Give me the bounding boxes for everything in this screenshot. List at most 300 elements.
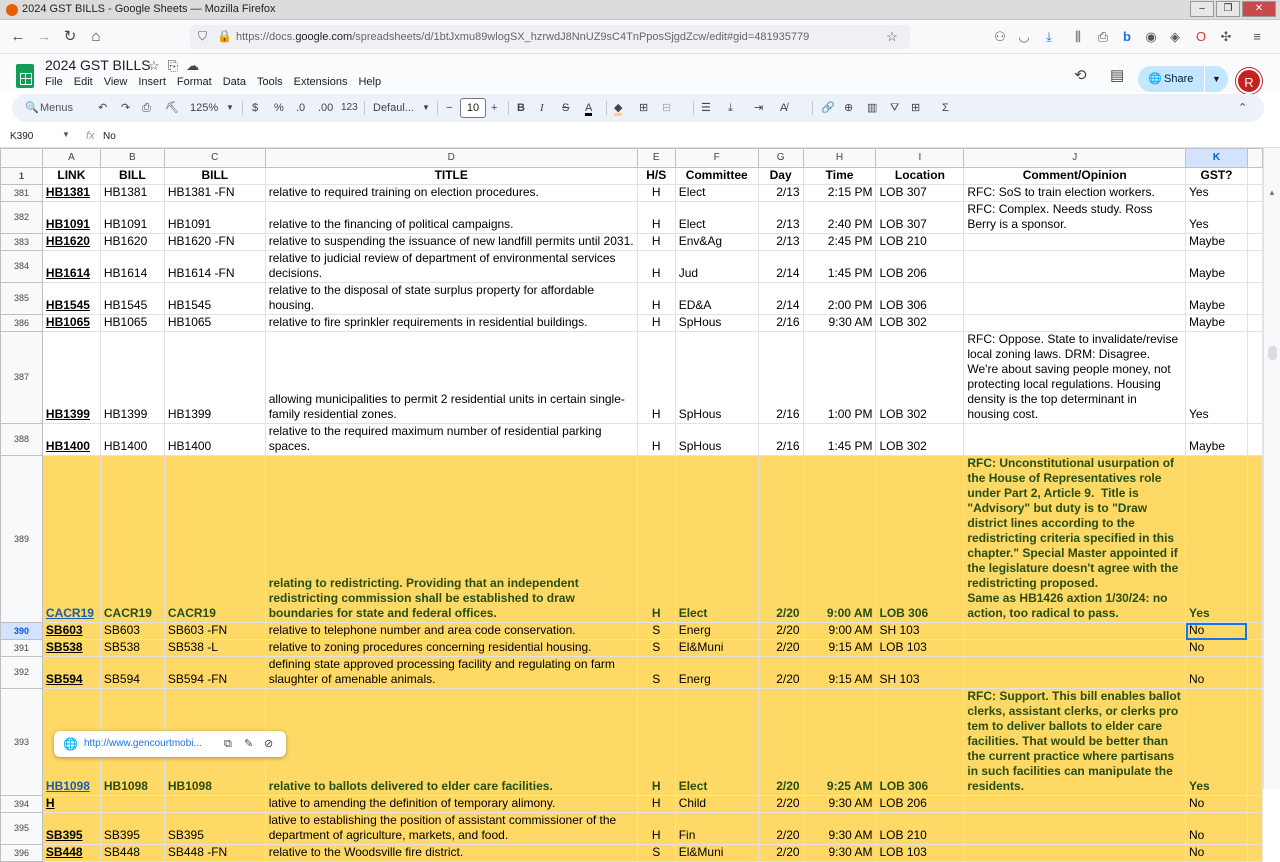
font-caret-icon[interactable]: ▼ bbox=[422, 103, 430, 112]
gst-cell[interactable]: Maybe bbox=[1186, 315, 1248, 332]
gst-cell[interactable]: Yes bbox=[1186, 185, 1248, 202]
gst-cell[interactable]: Yes bbox=[1186, 332, 1248, 424]
title-cell[interactable]: relative to fire sprinkler requirements in residential buildings. bbox=[265, 315, 637, 332]
increase-decimal-button[interactable]: .00 bbox=[318, 102, 334, 114]
insert-comment-icon[interactable]: ⊕ bbox=[844, 102, 854, 114]
decrease-font-size-icon[interactable]: − bbox=[446, 102, 453, 114]
link-cell[interactable]: SB538 bbox=[42, 640, 100, 657]
day-cell[interactable]: 2/14 bbox=[758, 283, 803, 315]
location-cell[interactable]: LOB 103 bbox=[876, 845, 964, 862]
row-number[interactable]: 386 bbox=[1, 315, 43, 332]
time-cell[interactable]: 9:30 AM bbox=[803, 845, 876, 862]
row-number[interactable]: 1 bbox=[1, 168, 43, 185]
comment-cell[interactable] bbox=[964, 234, 1186, 251]
history-icon[interactable]: ⟲ bbox=[1074, 67, 1087, 84]
hs-cell[interactable]: H bbox=[637, 283, 675, 315]
time-cell[interactable]: 1:45 PM bbox=[803, 251, 876, 283]
header-cell[interactable]: LINK bbox=[42, 168, 100, 185]
comment-cell[interactable]: RFC: SoS to train election workers. bbox=[964, 185, 1186, 202]
bill-cell[interactable]: CACR19 bbox=[100, 456, 164, 623]
insert-link-icon[interactable]: 🔗 bbox=[821, 102, 835, 114]
font-size-input[interactable]: 10 bbox=[460, 98, 486, 118]
column-header[interactable]: I bbox=[876, 149, 964, 168]
currency-format-button[interactable]: $ bbox=[252, 102, 259, 114]
committee-cell[interactable]: Elect bbox=[675, 185, 758, 202]
time-cell[interactable]: 2:15 PM bbox=[803, 185, 876, 202]
undo-icon[interactable]: ↶ bbox=[98, 102, 108, 114]
header-cell[interactable]: Time bbox=[803, 168, 876, 185]
opera-icon[interactable]: O bbox=[1195, 29, 1207, 44]
menu-view[interactable]: View bbox=[103, 76, 128, 88]
committee-cell[interactable]: Energ bbox=[675, 623, 758, 640]
row-number[interactable]: 391 bbox=[1, 640, 43, 657]
paint-format-icon[interactable]: ⛏ bbox=[165, 102, 179, 114]
doc-title[interactable]: 2024 GST BILLS bbox=[45, 57, 151, 73]
hs-cell[interactable]: H bbox=[637, 332, 675, 424]
gst-cell[interactable]: Yes bbox=[1186, 202, 1248, 234]
row-number[interactable]: 394 bbox=[1, 796, 43, 813]
column-header[interactable]: H bbox=[803, 149, 876, 168]
comment-cell[interactable] bbox=[964, 623, 1186, 640]
location-cell[interactable]: LOB 306 bbox=[876, 283, 964, 315]
home-icon[interactable]: ⌂ bbox=[91, 28, 101, 45]
day-cell[interactable]: 2/13 bbox=[758, 234, 803, 251]
bill-cell[interactable]: HB1545 bbox=[100, 283, 164, 315]
link-cell[interactable]: SB594 bbox=[42, 657, 100, 689]
day-cell[interactable]: 2/16 bbox=[758, 315, 803, 332]
row-number[interactable]: 384 bbox=[1, 251, 43, 283]
committee-cell[interactable]: El&Muni bbox=[675, 845, 758, 862]
time-cell[interactable]: 9:30 AM bbox=[803, 315, 876, 332]
time-cell[interactable]: 2:40 PM bbox=[803, 202, 876, 234]
time-cell[interactable]: 1:45 PM bbox=[803, 424, 876, 456]
text-color-icon[interactable]: A bbox=[585, 102, 593, 114]
time-cell[interactable]: 2:45 PM bbox=[803, 234, 876, 251]
row-number[interactable]: 388 bbox=[1, 424, 43, 456]
time-cell[interactable]: 9:30 AM bbox=[803, 813, 876, 845]
location-cell[interactable]: LOB 306 bbox=[876, 456, 964, 623]
row-number[interactable]: 383 bbox=[1, 234, 43, 251]
bill-fn-cell[interactable]: HB1399 bbox=[164, 332, 265, 424]
committee-cell[interactable]: Energ bbox=[675, 657, 758, 689]
merge-cells-icon[interactable]: ⊟ bbox=[662, 102, 672, 114]
bill-cell[interactable]: HB1614 bbox=[100, 251, 164, 283]
filter-views-icon[interactable]: ⊞ bbox=[911, 102, 921, 114]
hs-cell[interactable]: S bbox=[637, 657, 675, 689]
location-cell[interactable]: LOB 307 bbox=[876, 185, 964, 202]
fill-color-icon[interactable]: ◆ bbox=[614, 102, 623, 114]
title-cell[interactable]: relating to redistricting. Providing that an independent redistricting commission shall be established to draw boundaries for state and federal offices. bbox=[265, 456, 637, 623]
bill-cell[interactable]: HB1620 bbox=[100, 234, 164, 251]
bill-fn-cell[interactable]: HB1098 bbox=[164, 689, 265, 796]
row-number[interactable]: 389 bbox=[1, 456, 43, 623]
location-cell[interactable]: SH 103 bbox=[876, 657, 964, 689]
menu-edit[interactable]: Edit bbox=[73, 76, 93, 88]
comment-cell[interactable] bbox=[964, 283, 1186, 315]
menu-insert[interactable]: Insert bbox=[138, 76, 166, 88]
title-cell[interactable]: relative to the Woodsville fire district. bbox=[265, 845, 637, 862]
bill-fn-cell[interactable]: CACR19 bbox=[164, 456, 265, 623]
header-cell[interactable]: BILL bbox=[100, 168, 164, 185]
forward-icon[interactable]: → bbox=[36, 28, 52, 45]
share-button[interactable] bbox=[1138, 66, 1228, 92]
day-cell[interactable]: 2/20 bbox=[758, 657, 803, 689]
bill-fn-cell[interactable]: HB1614 -FN bbox=[164, 251, 265, 283]
scroll-up-icon[interactable]: ▲ bbox=[1268, 188, 1276, 197]
comment-cell[interactable]: RFC: Unconstitutional usurpation of the House of Representatives role under Part 2, Article 9. Title is "Advisory" but duty is to "Draw district lines according to the redistricting criteria specified in this chapter." Special Master appointed if the legislature doesn't agree with the redistricting proposed. Same as HB1426 axtion 1/30/24: no action, too radical to pass. bbox=[964, 456, 1186, 623]
gst-cell[interactable]: No bbox=[1186, 623, 1248, 640]
title-cell[interactable]: relative to zoning procedures concerning residential housing. bbox=[265, 640, 637, 657]
hs-cell[interactable]: H bbox=[637, 813, 675, 845]
link-cell[interactable]: SB603 bbox=[42, 623, 100, 640]
committee-cell[interactable]: Jud bbox=[675, 251, 758, 283]
link-cell[interactable]: HB1381 bbox=[42, 185, 100, 202]
row-number[interactable]: 385 bbox=[1, 283, 43, 315]
day-cell[interactable]: 2/20 bbox=[758, 796, 803, 813]
pocket-icon[interactable]: ◡ bbox=[1018, 29, 1030, 44]
name-box[interactable]: K390 bbox=[10, 131, 34, 142]
day-cell[interactable]: 2/20 bbox=[758, 845, 803, 862]
title-cell[interactable]: relative to the financing of political campaigns. bbox=[265, 202, 637, 234]
column-header[interactable]: F bbox=[675, 149, 758, 168]
comment-cell[interactable] bbox=[964, 640, 1186, 657]
title-cell[interactable]: relative to suspending the issuance of new landfill permits until 2031. bbox=[265, 234, 637, 251]
day-cell[interactable]: 2/20 bbox=[758, 640, 803, 657]
menu-data[interactable]: Data bbox=[222, 76, 246, 88]
link-cell[interactable]: HB1400 bbox=[42, 424, 100, 456]
text-wrap-icon[interactable]: ⇥ bbox=[754, 102, 764, 114]
day-cell[interactable]: 2/14 bbox=[758, 251, 803, 283]
functions-icon[interactable]: Σ bbox=[942, 102, 949, 114]
row-number[interactable]: 393 bbox=[1, 689, 43, 796]
link-preview-url[interactable]: http://www.gencourtmobi... bbox=[84, 738, 202, 749]
comment-cell[interactable] bbox=[964, 315, 1186, 332]
link-cell[interactable]: HB1399 bbox=[42, 332, 100, 424]
bill-cell[interactable]: HB1381 bbox=[100, 185, 164, 202]
location-cell[interactable]: LOB 306 bbox=[876, 689, 964, 796]
location-cell[interactable]: LOB 103 bbox=[876, 640, 964, 657]
vertical-align-icon[interactable]: ⤓ bbox=[728, 102, 733, 114]
location-cell[interactable]: SH 103 bbox=[876, 623, 964, 640]
decrease-decimal-button[interactable]: .0 bbox=[296, 102, 306, 114]
day-cell[interactable]: 2/16 bbox=[758, 424, 803, 456]
column-header[interactable]: C bbox=[164, 149, 265, 168]
link-cell[interactable]: SB448 bbox=[42, 845, 100, 862]
hs-cell[interactable]: H bbox=[637, 315, 675, 332]
bill-cell[interactable]: SB395 bbox=[100, 813, 164, 845]
committee-cell[interactable]: El&Muni bbox=[675, 640, 758, 657]
comment-cell[interactable] bbox=[964, 813, 1186, 845]
time-cell[interactable]: 9:00 AM bbox=[803, 623, 876, 640]
bill-fn-cell[interactable]: HB1381 -FN bbox=[164, 185, 265, 202]
share-dropdown-icon[interactable]: ▼ bbox=[1204, 66, 1228, 92]
day-cell[interactable]: 2/20 bbox=[758, 689, 803, 796]
link-cell[interactable]: HB1091 bbox=[42, 202, 100, 234]
print-icon[interactable]: ⎙ bbox=[142, 102, 151, 114]
hs-cell[interactable]: S bbox=[637, 623, 675, 640]
gst-cell[interactable]: Yes bbox=[1186, 456, 1248, 623]
day-cell[interactable]: 2/16 bbox=[758, 332, 803, 424]
column-header[interactable]: G bbox=[758, 149, 803, 168]
name-box-caret-icon[interactable]: ▼ bbox=[62, 130, 70, 139]
column-header[interactable]: K bbox=[1186, 149, 1248, 168]
committee-cell[interactable]: Elect bbox=[675, 202, 758, 234]
committee-cell[interactable]: Fin bbox=[675, 813, 758, 845]
bill-fn-cell[interactable]: HB1065 bbox=[164, 315, 265, 332]
bill-fn-cell[interactable]: SB395 bbox=[164, 813, 265, 845]
title-cell[interactable]: relative to judicial review of department of environmental services decisions. bbox=[265, 251, 637, 283]
bill-fn-cell[interactable]: HB1545 bbox=[164, 283, 265, 315]
row-number[interactable]: 396 bbox=[1, 845, 43, 862]
title-cell[interactable]: relative to the disposal of state surplus property for affordable housing. bbox=[265, 283, 637, 315]
gst-cell[interactable]: Maybe bbox=[1186, 424, 1248, 456]
sheets-logo-icon[interactable] bbox=[16, 64, 34, 88]
number-format-button[interactable]: 123 bbox=[341, 102, 358, 113]
day-cell[interactable]: 2/20 bbox=[758, 623, 803, 640]
gst-cell[interactable]: Maybe bbox=[1186, 283, 1248, 315]
gst-cell[interactable]: No bbox=[1186, 640, 1248, 657]
edit-link-icon[interactable]: ✎ bbox=[244, 738, 254, 750]
bill-fn-cell[interactable]: SB594 -FN bbox=[164, 657, 265, 689]
menu-extensions[interactable]: Extensions bbox=[293, 76, 348, 88]
bill-cell[interactable]: HB1091 bbox=[100, 202, 164, 234]
print-icon[interactable]: ⎙ bbox=[1097, 29, 1109, 44]
committee-cell[interactable]: Elect bbox=[675, 689, 758, 796]
link-cell[interactable]: CACR19 bbox=[42, 456, 100, 623]
time-cell[interactable]: 9:00 AM bbox=[803, 456, 876, 623]
font-select[interactable]: Defaul... bbox=[373, 102, 414, 114]
header-cell[interactable]: H/S bbox=[637, 168, 675, 185]
percent-format-button[interactable]: % bbox=[274, 102, 284, 114]
bing-icon[interactable]: b bbox=[1123, 29, 1131, 44]
time-cell[interactable]: 2:00 PM bbox=[803, 283, 876, 315]
horizontal-align-icon[interactable]: ☰ bbox=[701, 102, 711, 114]
hs-cell[interactable]: H bbox=[637, 185, 675, 202]
extension-icon[interactable]: ⚇ bbox=[994, 29, 1006, 44]
committee-cell[interactable]: SpHous bbox=[675, 315, 758, 332]
location-cell[interactable]: LOB 210 bbox=[876, 813, 964, 845]
gst-cell[interactable]: No bbox=[1186, 845, 1248, 862]
row-number[interactable]: 382 bbox=[1, 202, 43, 234]
library-icon[interactable]: ⫼ bbox=[1075, 29, 1081, 44]
header-cell[interactable]: BILL bbox=[164, 168, 265, 185]
hs-cell[interactable]: H bbox=[637, 202, 675, 234]
gst-cell[interactable]: Yes bbox=[1186, 689, 1248, 796]
comment-cell[interactable] bbox=[964, 796, 1186, 813]
bill-cell[interactable]: HB1065 bbox=[100, 315, 164, 332]
title-cell[interactable]: relative to required training on election procedures. bbox=[265, 185, 637, 202]
link-cell[interactable]: HB1065 bbox=[42, 315, 100, 332]
location-cell[interactable]: LOB 307 bbox=[876, 202, 964, 234]
bill-cell[interactable]: SB538 bbox=[100, 640, 164, 657]
comment-cell[interactable] bbox=[964, 657, 1186, 689]
row-number[interactable]: 387 bbox=[1, 332, 43, 424]
borders-icon[interactable]: ⊞ bbox=[639, 102, 649, 114]
maximize-button[interactable]: ❐ bbox=[1216, 1, 1240, 17]
hs-cell[interactable]: H bbox=[637, 251, 675, 283]
bill-fn-cell[interactable]: HB1091 bbox=[164, 202, 265, 234]
move-folder-icon[interactable]: ⎘ bbox=[167, 58, 179, 73]
header-cell[interactable]: Committee bbox=[675, 168, 758, 185]
hs-cell[interactable]: H bbox=[637, 424, 675, 456]
select-all-corner[interactable] bbox=[1, 149, 43, 168]
bill-cell[interactable]: SB448 bbox=[100, 845, 164, 862]
menu-help[interactable]: Help bbox=[358, 76, 382, 88]
bold-icon[interactable]: B bbox=[517, 102, 525, 114]
redo-icon[interactable]: ↷ bbox=[121, 102, 131, 114]
link-cell[interactable]: H bbox=[42, 796, 100, 813]
reload-icon[interactable]: ↻ bbox=[63, 28, 77, 45]
title-cell[interactable]: defining state approved processing facility and regulating on farm slaughter of amenable animals. bbox=[265, 657, 637, 689]
time-cell[interactable]: 1:00 PM bbox=[803, 332, 876, 424]
hs-cell[interactable]: S bbox=[637, 640, 675, 657]
title-cell[interactable]: lative to amending the definition of temporary alimony. bbox=[265, 796, 637, 813]
strikethrough-icon[interactable]: S bbox=[562, 102, 570, 114]
header-cell[interactable]: Comment/Opinion bbox=[964, 168, 1186, 185]
zoom-caret-icon[interactable]: ▼ bbox=[226, 103, 234, 112]
close-window-button[interactable]: ✕ bbox=[1242, 1, 1276, 17]
hs-cell[interactable]: H bbox=[637, 796, 675, 813]
column-header[interactable]: D bbox=[265, 149, 637, 168]
location-cell[interactable]: LOB 206 bbox=[876, 251, 964, 283]
header-cell[interactable]: TITLE bbox=[265, 168, 637, 185]
link-cell[interactable]: HB1614 bbox=[42, 251, 100, 283]
header-cell[interactable]: GST? bbox=[1186, 168, 1248, 185]
vpn-icon[interactable]: ◉ bbox=[1145, 29, 1157, 44]
link-cell[interactable]: HB1098 bbox=[42, 689, 100, 796]
italic-icon[interactable]: I bbox=[540, 102, 544, 114]
bill-fn-cell[interactable]: SB603 -FN bbox=[164, 623, 265, 640]
day-cell[interactable]: 2/20 bbox=[758, 456, 803, 623]
committee-cell[interactable]: SpHous bbox=[675, 424, 758, 456]
comments-icon[interactable]: ▤ bbox=[1110, 67, 1125, 84]
copy-link-icon[interactable]: ⧉ bbox=[224, 738, 232, 750]
committee-cell[interactable]: ED&A bbox=[675, 283, 758, 315]
hs-cell[interactable]: S bbox=[637, 845, 675, 862]
link-cell[interactable]: SB395 bbox=[42, 813, 100, 845]
comment-cell[interactable] bbox=[964, 424, 1186, 456]
translate-icon[interactable]: ◈ bbox=[1170, 29, 1180, 44]
vertical-scrollbar[interactable] bbox=[1263, 148, 1280, 789]
committee-cell[interactable]: SpHous bbox=[675, 332, 758, 424]
row-number[interactable]: 381 bbox=[1, 185, 43, 202]
bill-cell[interactable]: SB594 bbox=[100, 657, 164, 689]
cloud-status-icon[interactable]: ☁ bbox=[186, 58, 200, 73]
scroll-thumb[interactable] bbox=[1268, 346, 1277, 360]
menu-format[interactable]: Format bbox=[176, 76, 212, 88]
bill-cell[interactable] bbox=[100, 796, 164, 813]
day-cell[interactable]: 2/13 bbox=[758, 185, 803, 202]
title-cell[interactable]: relative to telephone number and area code conservation. bbox=[265, 623, 637, 640]
column-header[interactable]: J bbox=[964, 149, 1186, 168]
url-bar[interactable] bbox=[190, 25, 910, 49]
bill-fn-cell[interactable]: SB538 -L bbox=[164, 640, 265, 657]
comment-cell[interactable]: RFC: Complex. Needs study. Ross Berry is a sponsor. bbox=[964, 202, 1186, 234]
collapse-toolbar-icon[interactable]: ⌃ bbox=[1238, 102, 1248, 114]
bill-fn-cell[interactable] bbox=[164, 796, 265, 813]
day-cell[interactable]: 2/13 bbox=[758, 202, 803, 234]
hs-cell[interactable]: H bbox=[637, 689, 675, 796]
star-icon[interactable]: ☆ bbox=[148, 58, 160, 73]
committee-cell[interactable]: Child bbox=[675, 796, 758, 813]
comment-cell[interactable]: RFC: Support. This bill enables ballot clerks, assistant clerks, or clerks pro tem to deliver ballots to elder care facilities. That would be better than the current practice where partisans in such facilities can manipulate the residents. bbox=[964, 689, 1186, 796]
filter-icon[interactable]: ⛛ bbox=[890, 102, 900, 114]
text-rotation-icon[interactable]: A̸ bbox=[780, 102, 788, 114]
gst-cell[interactable]: No bbox=[1186, 796, 1248, 813]
bill-fn-cell[interactable]: SB448 -FN bbox=[164, 845, 265, 862]
committee-cell[interactable]: Elect bbox=[675, 456, 758, 623]
minimize-button[interactable]: – bbox=[1190, 1, 1214, 17]
menu-file[interactable]: File bbox=[45, 76, 63, 88]
time-cell[interactable]: 9:15 AM bbox=[803, 640, 876, 657]
comment-cell[interactable] bbox=[964, 845, 1186, 862]
bill-cell[interactable]: HB1400 bbox=[100, 424, 164, 456]
shield-icon[interactable]: ⛉ bbox=[198, 29, 208, 43]
title-cell[interactable]: relative to ballots delivered to elder care facilities. bbox=[265, 689, 637, 796]
gst-cell[interactable]: Maybe bbox=[1186, 234, 1248, 251]
back-icon[interactable]: ← bbox=[10, 28, 26, 45]
header-cell[interactable]: Location bbox=[876, 168, 964, 185]
title-cell[interactable]: allowing municipalities to permit 2 residential units in certain single-family residential zones. bbox=[265, 332, 637, 424]
comment-cell[interactable]: RFC: Oppose. State to invalidate/revise local zoning laws. DRM: Disagree. We're about saving people money, not protecting local regulations. Housing density is the top determinant in housing cost. bbox=[964, 332, 1186, 424]
row-number[interactable]: 390 bbox=[1, 623, 43, 640]
hs-cell[interactable]: H bbox=[637, 456, 675, 623]
link-cell[interactable]: HB1620 bbox=[42, 234, 100, 251]
location-cell[interactable]: LOB 302 bbox=[876, 424, 964, 456]
hs-cell[interactable]: H bbox=[637, 234, 675, 251]
time-cell[interactable]: 9:30 AM bbox=[803, 796, 876, 813]
bill-cell[interactable]: HB1399 bbox=[100, 332, 164, 424]
row-number[interactable]: 392 bbox=[1, 657, 43, 689]
hamburger-menu-icon[interactable]: ≡ bbox=[1253, 29, 1261, 44]
avatar[interactable]: R bbox=[1236, 68, 1262, 94]
title-cell[interactable]: relative to the required maximum number of residential parking spaces. bbox=[265, 424, 637, 456]
column-header[interactable]: E bbox=[637, 149, 675, 168]
row-number[interactable]: 395 bbox=[1, 813, 43, 845]
column-header[interactable]: A bbox=[42, 149, 100, 168]
lock-icon[interactable]: 🔒 bbox=[217, 29, 232, 43]
day-cell[interactable]: 2/20 bbox=[758, 813, 803, 845]
header-cell[interactable]: Day bbox=[758, 168, 803, 185]
time-cell[interactable]: 9:25 AM bbox=[803, 689, 876, 796]
puzzle-icon[interactable]: ✣ bbox=[1220, 29, 1232, 44]
gst-cell[interactable]: Maybe bbox=[1186, 251, 1248, 283]
comment-cell[interactable] bbox=[964, 251, 1186, 283]
bill-cell[interactable]: HB1098 bbox=[100, 689, 164, 796]
bill-fn-cell[interactable]: HB1620 -FN bbox=[164, 234, 265, 251]
download-icon[interactable]: ⤓ bbox=[1046, 29, 1052, 44]
gst-cell[interactable]: No bbox=[1186, 657, 1248, 689]
zoom-select[interactable]: 125% bbox=[190, 102, 219, 114]
bill-fn-cell[interactable]: HB1400 bbox=[164, 424, 265, 456]
column-header[interactable]: B bbox=[100, 149, 164, 168]
remove-link-icon[interactable]: ⊘ bbox=[264, 738, 274, 750]
location-cell[interactable]: LOB 302 bbox=[876, 332, 964, 424]
location-cell[interactable]: LOB 206 bbox=[876, 796, 964, 813]
title-cell[interactable]: lative to establishing the position of assistant commissioner of the department of agriculture, markets, and food. bbox=[265, 813, 637, 845]
location-cell[interactable]: LOB 302 bbox=[876, 315, 964, 332]
formula-input[interactable]: No bbox=[103, 131, 116, 142]
increase-font-size-icon[interactable]: + bbox=[491, 102, 498, 114]
link-cell[interactable]: HB1545 bbox=[42, 283, 100, 315]
menu-search[interactable] bbox=[18, 97, 98, 119]
bill-cell[interactable]: SB603 bbox=[100, 623, 164, 640]
bookmark-star-icon[interactable]: ☆ bbox=[886, 29, 898, 44]
time-cell[interactable]: 9:15 AM bbox=[803, 657, 876, 689]
insert-chart-icon[interactable]: ▥ bbox=[867, 102, 878, 114]
gst-cell[interactable]: No bbox=[1186, 813, 1248, 845]
menu-tools[interactable]: Tools bbox=[256, 76, 283, 88]
